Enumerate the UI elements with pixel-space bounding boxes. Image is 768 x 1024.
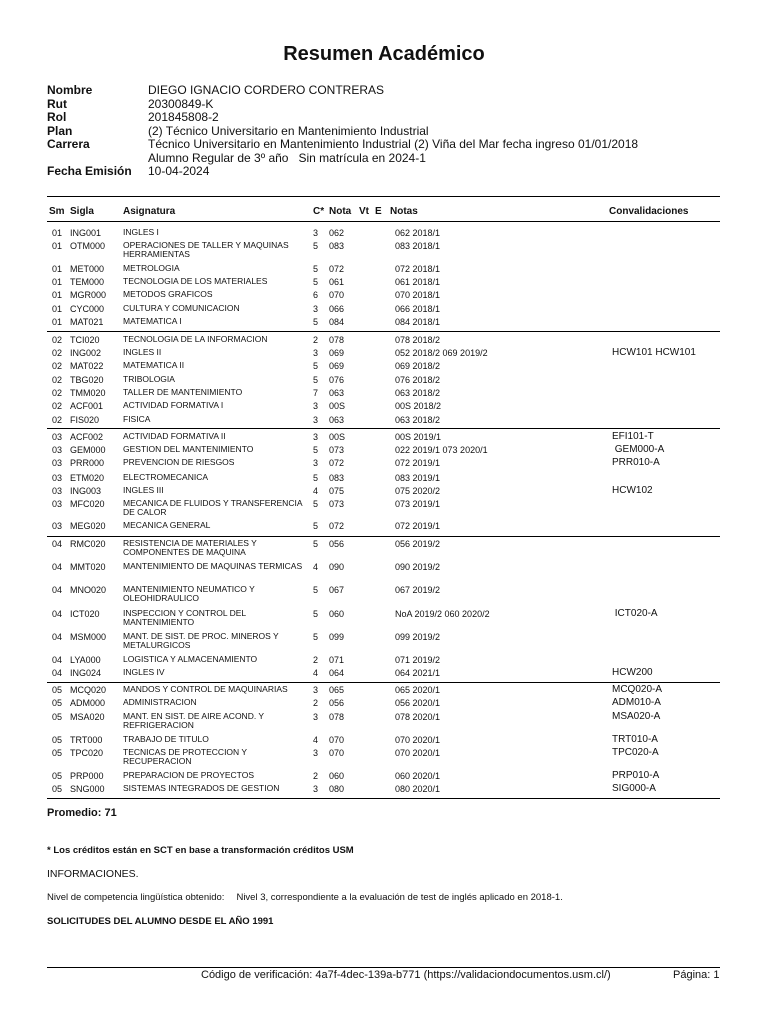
header-e: E <box>375 206 382 217</box>
course-notas: 083 2019/1 <box>395 473 441 483</box>
course-sm: 02 <box>52 375 63 385</box>
course-sm: 01 <box>52 277 63 287</box>
course-sigla: TCI020 <box>70 335 100 345</box>
rol-label: Rol <box>47 110 67 124</box>
course-sigla: PRR000 <box>70 458 105 468</box>
course-sm: 02 <box>52 335 63 345</box>
course-nota: 070 <box>329 735 345 745</box>
course-conv: TRT010-A <box>612 734 658 745</box>
carrera-label: Carrera <box>47 137 90 151</box>
course-notas: 063 2018/2 <box>395 388 441 398</box>
course-sigla: GEM000 <box>70 445 106 455</box>
course-sigla: ACF002 <box>70 432 104 442</box>
course-notas: 063 2018/2 <box>395 415 441 425</box>
informaciones-heading: INFORMACIONES. <box>47 868 139 880</box>
course-sm: 01 <box>52 304 63 314</box>
course-nota: 069 <box>329 348 345 358</box>
course-c: 3 <box>313 432 319 442</box>
course-notas: 00S 2018/2 <box>395 401 442 411</box>
course-c: 5 <box>313 539 319 549</box>
course-asignatura: MATEMATICA II <box>123 360 185 370</box>
course-asignatura: TRABAJO DE TITULO <box>123 734 209 744</box>
course-c: 3 <box>313 458 319 468</box>
course-notas: 00S 2019/1 <box>395 432 442 442</box>
fecha-label: Fecha Emisión <box>47 164 132 178</box>
course-nota: 083 <box>329 241 345 251</box>
course-asignatura: MECANICA GENERAL <box>123 520 211 530</box>
course-conv: PRP010-A <box>612 770 660 781</box>
course-sm: 01 <box>52 317 63 327</box>
course-nota: 062 <box>329 228 345 238</box>
course-sigla: ING002 <box>70 348 102 358</box>
course-nota: 080 <box>329 784 345 794</box>
course-notas: NoA 2019/2 060 2020/2 <box>395 609 490 619</box>
course-c: 4 <box>313 668 319 678</box>
course-c: 5 <box>313 264 319 274</box>
course-asignatura: PREPARACION DE PROYECTOS <box>123 770 254 780</box>
page-title: Resumen Académico <box>283 43 485 65</box>
course-nota: 00S <box>329 401 346 411</box>
table-bottom-rule <box>47 798 720 799</box>
course-sigla: MNO020 <box>70 585 107 595</box>
course-notas: 070 2020/1 <box>395 735 441 745</box>
course-nota: 075 <box>329 486 345 496</box>
course-sm: 01 <box>52 228 63 238</box>
course-sm: 03 <box>52 473 63 483</box>
course-asignatura: TECNOLOGIA DE LOS MATERIALES <box>123 276 268 286</box>
course-notas: 076 2018/2 <box>395 375 441 385</box>
page-number: Página: 1 <box>673 969 720 981</box>
course-notas: 071 2019/2 <box>395 655 441 665</box>
course-sm: 01 <box>52 290 63 300</box>
course-sigla: ETM020 <box>70 473 105 483</box>
course-notas: 072 2019/1 <box>395 458 441 468</box>
course-sm: 05 <box>52 784 63 794</box>
course-c: 4 <box>313 735 319 745</box>
nivel-label: Nivel de competencia lingüística obtenido: <box>47 892 225 903</box>
course-c: 3 <box>313 712 319 722</box>
course-c: 5 <box>313 277 319 287</box>
course-sigla: SNG000 <box>70 784 105 794</box>
course-sigla: MCQ020 <box>70 685 107 695</box>
course-sm: 04 <box>52 609 63 619</box>
course-conv: GEM000-A <box>612 444 665 455</box>
course-notas: 056 2020/1 <box>395 698 441 708</box>
header-notas: Notas <box>390 206 418 217</box>
course-sigla: RMC020 <box>70 539 106 549</box>
course-conv: PRR010-A <box>612 457 660 468</box>
course-conv: HCW200 <box>612 667 653 678</box>
course-sm: 05 <box>52 771 63 781</box>
course-asignatura: SISTEMAS INTEGRADOS DE GESTION <box>123 783 280 793</box>
course-notas: 072 2018/1 <box>395 264 441 274</box>
course-asignatura: MANTENIMIENTO DE MAQUINAS TERMICAS <box>123 561 303 571</box>
course-sigla: CYC000 <box>70 304 105 314</box>
nombre-label: Nombre <box>47 83 93 97</box>
course-nota: 084 <box>329 317 345 327</box>
semester-divider <box>47 682 720 683</box>
course-c: 5 <box>313 632 319 642</box>
course-nota: 072 <box>329 458 345 468</box>
course-sm: 04 <box>52 668 63 678</box>
course-sm: 05 <box>52 712 63 722</box>
course-notas: 070 2018/1 <box>395 290 441 300</box>
course-asignatura: TECNOLOGIA DE LA INFORMACION <box>123 334 268 344</box>
nombre-value: DIEGO IGNACIO CORDERO CONTRERAS <box>148 83 385 97</box>
verification-code: Código de verificación: 4a7f-4dec-139a-b771 (https://validaciondocumentos.usm.cl/) <box>201 969 611 981</box>
course-c: 2 <box>313 698 319 708</box>
course-c: 3 <box>313 401 319 411</box>
course-asignatura: RESISTENCIA DE MATERIALES Y COMPONENTES DE MAQUINA <box>123 538 257 558</box>
course-notas: 056 2019/2 <box>395 539 441 549</box>
course-asignatura: TALLER DE MANTENIMIENTO <box>123 387 243 397</box>
plan-label: Plan <box>47 123 73 138</box>
course-asignatura: MATEMATICA I <box>123 316 182 326</box>
course-notas: 067 2019/2 <box>395 585 441 595</box>
course-sm: 02 <box>52 348 63 358</box>
course-sigla: ING003 <box>70 486 102 496</box>
course-c: 5 <box>313 499 319 509</box>
course-sigla: MFC020 <box>70 499 105 509</box>
course-asignatura: MANDOS Y CONTROL DE MAQUINARIAS <box>123 684 288 694</box>
course-nota: 070 <box>329 748 345 758</box>
course-c: 5 <box>313 473 319 483</box>
course-sm: 02 <box>52 361 63 371</box>
header-creditos: C* <box>313 206 325 217</box>
course-nota: 061 <box>329 277 345 287</box>
course-sigla: FIS020 <box>70 415 100 425</box>
course-conv: MSA020-A <box>612 711 661 722</box>
course-nota: 076 <box>329 375 345 385</box>
course-sm: 03 <box>52 445 63 455</box>
course-sm: 03 <box>52 458 63 468</box>
course-notas: 062 2018/1 <box>395 228 441 238</box>
course-sigla: TPC020 <box>70 748 104 758</box>
course-sm: 03 <box>52 521 63 531</box>
course-sm: 03 <box>52 486 63 496</box>
course-sigla: MET000 <box>70 264 105 274</box>
course-sm: 01 <box>52 264 63 274</box>
course-nota: 072 <box>329 521 345 531</box>
course-nota: 066 <box>329 304 345 314</box>
course-sigla: ING024 <box>70 668 102 678</box>
course-nota: 060 <box>329 771 345 781</box>
course-sm: 04 <box>52 655 63 665</box>
course-asignatura: PREVENCION DE RIESGOS <box>123 457 235 467</box>
course-asignatura: METODOS GRAFICOS <box>123 289 213 299</box>
course-notas: 099 2019/2 <box>395 632 441 642</box>
course-nota: 065 <box>329 685 345 695</box>
course-c: 3 <box>313 685 319 695</box>
fecha-value: 10-04-2024 <box>148 164 210 178</box>
course-notas: 078 2018/2 <box>395 335 441 345</box>
course-asignatura: ACTIVIDAD FORMATIVA I <box>123 400 224 410</box>
course-conv: ADM010-A <box>612 697 661 708</box>
course-c: 2 <box>313 655 319 665</box>
plan-value: (2) Técnico Universitario en Mantenimiento Industrial <box>148 123 429 138</box>
course-c: 5 <box>313 361 319 371</box>
course-sigla: OTM000 <box>70 241 106 251</box>
course-sigla: TRT000 <box>70 735 103 745</box>
course-notas: 075 2020/2 <box>395 486 441 496</box>
course-notas: 078 2020/1 <box>395 712 441 722</box>
course-c: 5 <box>313 445 319 455</box>
course-sm: 02 <box>52 401 63 411</box>
semester-divider <box>47 331 720 332</box>
header-sm: Sm <box>49 206 65 217</box>
course-c: 5 <box>313 521 319 531</box>
course-notas: 072 2019/1 <box>395 521 441 531</box>
course-sm: 04 <box>52 632 63 642</box>
course-sm: 05 <box>52 748 63 758</box>
course-sigla: MSA020 <box>70 712 105 722</box>
semester-divider <box>47 428 720 429</box>
course-notas: 052 2018/2 069 2019/2 <box>395 348 488 358</box>
course-conv: SIG000-A <box>612 783 656 794</box>
course-nota: 067 <box>329 585 345 595</box>
course-sigla: TEM000 <box>70 277 105 287</box>
course-asignatura: INGLES IV <box>123 667 165 677</box>
course-sigla: ADM000 <box>70 698 106 708</box>
course-sm: 05 <box>52 685 63 695</box>
course-asignatura: ELECTROMECANICA <box>123 472 209 482</box>
header-nota: Nota <box>329 206 352 217</box>
course-nota: 063 <box>329 388 345 398</box>
course-nota: 073 <box>329 445 345 455</box>
carrera-value: Técnico Universitario en Mantenimiento Industrial (2) Viña del Mar fecha ingreso 01/01/2018 <box>148 137 639 151</box>
course-asignatura: GESTION DEL MANTENIMIENTO <box>123 444 254 454</box>
course-sigla: MEG020 <box>70 521 106 531</box>
course-asignatura: OPERACIONES DE TALLER Y MAQUINAS HERRAMIENTAS <box>123 240 289 260</box>
course-conv: MCQ020-A <box>612 684 663 695</box>
course-sm: 02 <box>52 415 63 425</box>
course-c: 5 <box>313 375 319 385</box>
nivel-competencia <box>47 892 563 903</box>
credit-note: * Los créditos están en SCT en base a transformación créditos USM <box>47 845 354 856</box>
course-conv: ICT020-A <box>612 608 658 619</box>
course-conv: HCW101 HCW101 <box>612 347 696 358</box>
course-c: 3 <box>313 415 319 425</box>
course-asignatura: MANT. EN SIST. DE AIRE ACOND. Y REFRIGERACION <box>123 711 264 731</box>
solicitudes-heading: SOLICITUDES DEL ALUMNO DESDE EL AÑO 1991 <box>47 916 274 927</box>
course-notas: 066 2018/1 <box>395 304 441 314</box>
course-c: 3 <box>313 228 319 238</box>
course-c: 3 <box>313 304 319 314</box>
course-c: 6 <box>313 290 319 300</box>
course-asignatura: CULTURA Y COMUNICACION <box>123 303 240 313</box>
course-nota: 078 <box>329 335 345 345</box>
course-sm: 04 <box>52 562 63 572</box>
course-notas: 073 2019/1 <box>395 499 441 509</box>
course-sigla: TBG020 <box>70 375 104 385</box>
course-asignatura: TECNICAS DE PROTECCION Y RECUPERACION <box>123 747 247 767</box>
course-sm: 03 <box>52 432 63 442</box>
course-notas: 090 2019/2 <box>395 562 441 572</box>
course-notas: 022 2019/1 073 2020/1 <box>395 445 488 455</box>
course-c: 3 <box>313 748 319 758</box>
course-nota: 00S <box>329 432 346 442</box>
course-nota: 072 <box>329 264 345 274</box>
course-sigla: MMT020 <box>70 562 106 572</box>
course-sm: 03 <box>52 499 63 509</box>
course-conv: HCW102 <box>612 485 653 496</box>
course-asignatura: LOGISTICA Y ALMACENAMIENTO <box>123 654 258 664</box>
course-notas: 064 2021/1 <box>395 668 441 678</box>
course-sigla: PRP000 <box>70 771 104 781</box>
course-sigla: LYA000 <box>70 655 101 665</box>
course-notas: 061 2018/1 <box>395 277 441 287</box>
course-c: 5 <box>313 585 319 595</box>
course-sm: 05 <box>52 698 63 708</box>
course-c: 3 <box>313 784 319 794</box>
course-asignatura: TRIBOLOGIA <box>123 374 175 384</box>
header-sigla: Sigla <box>70 206 94 217</box>
rol-value: 201845808-2 <box>148 110 219 124</box>
nivel-value: Nivel 3, correspondiente a la evaluación de test de inglés aplicado en 2018-1. <box>236 892 563 903</box>
course-asignatura: INSPECCION Y CONTROL DEL MANTENIMIENTO <box>123 608 246 628</box>
course-notas: 060 2020/1 <box>395 771 441 781</box>
course-notas: 070 2020/1 <box>395 748 441 758</box>
course-sigla: MGR000 <box>70 290 107 300</box>
course-sigla: ING001 <box>70 228 102 238</box>
header-vt: Vt <box>359 206 369 217</box>
course-nota: 099 <box>329 632 345 642</box>
course-c: 2 <box>313 771 319 781</box>
course-c: 5 <box>313 317 319 327</box>
course-asignatura: MANT. DE SIST. DE PROC. MINEROS Y METALURGICOS <box>123 631 279 651</box>
header-asignatura: Asignatura <box>123 206 176 217</box>
course-nota: 071 <box>329 655 345 665</box>
course-sigla: ACF001 <box>70 401 104 411</box>
course-asignatura: METROLOGIA <box>123 263 180 273</box>
course-asignatura: ACTIVIDAD FORMATIVA II <box>123 431 226 441</box>
course-asignatura: FISICA <box>123 414 151 424</box>
course-nota: 064 <box>329 668 345 678</box>
course-nota: 069 <box>329 361 345 371</box>
course-sigla: ICT020 <box>70 609 100 619</box>
promedio: Promedio: 71 <box>47 807 117 819</box>
course-nota: 083 <box>329 473 345 483</box>
course-asignatura: INGLES I <box>123 227 159 237</box>
course-c: 7 <box>313 388 319 398</box>
course-notas: 083 2018/1 <box>395 241 441 251</box>
course-nota: 070 <box>329 290 345 300</box>
course-notas: 080 2020/1 <box>395 784 441 794</box>
semester-divider <box>47 536 720 537</box>
course-sm: 04 <box>52 539 63 549</box>
course-c: 4 <box>313 562 319 572</box>
course-c: 5 <box>313 241 319 251</box>
course-nota: 063 <box>329 415 345 425</box>
header-convalidaciones: Convalidaciones <box>609 206 689 217</box>
rut-value: 20300849-K <box>148 96 214 111</box>
course-nota: 056 <box>329 698 345 708</box>
course-nota: 073 <box>329 499 345 509</box>
course-c: 4 <box>313 486 319 496</box>
course-nota: 056 <box>329 539 345 549</box>
course-c: 3 <box>313 348 319 358</box>
course-notas: 069 2018/2 <box>395 361 441 371</box>
course-asignatura: INGLES II <box>123 347 162 357</box>
course-asignatura: MECANICA DE FLUIDOS Y TRANSFERENCIA DE CALOR <box>123 498 303 518</box>
course-sigla: MSM000 <box>70 632 107 642</box>
course-asignatura: INGLES III <box>123 485 164 495</box>
course-sigla: MAT022 <box>70 361 104 371</box>
course-nota: 078 <box>329 712 345 722</box>
rut-label: Rut <box>47 96 67 111</box>
course-conv: EFI101-T <box>612 431 654 442</box>
course-sm: 02 <box>52 388 63 398</box>
course-sigla: MAT021 <box>70 317 104 327</box>
course-notas: 084 2018/1 <box>395 317 441 327</box>
course-sm: 04 <box>52 585 63 595</box>
course-conv: TPC020-A <box>612 747 659 758</box>
course-c: 5 <box>313 609 319 619</box>
course-asignatura: MANTENIMIENTO NEUMATICO Y OLEOHIDRAULICO <box>123 584 255 604</box>
footer-rule <box>47 967 720 968</box>
course-sm: 01 <box>52 241 63 251</box>
course-nota: 090 <box>329 562 345 572</box>
course-notas: 065 2020/1 <box>395 685 441 695</box>
course-nota: 060 <box>329 609 345 619</box>
course-c: 2 <box>313 335 319 345</box>
course-sigla: TMM020 <box>70 388 106 398</box>
course-asignatura: ADMINISTRACION <box>123 697 197 707</box>
estado-value: Alumno Regular de 3º año Sin matrícula en 2024-1 <box>148 150 426 165</box>
course-sm: 05 <box>52 735 63 745</box>
